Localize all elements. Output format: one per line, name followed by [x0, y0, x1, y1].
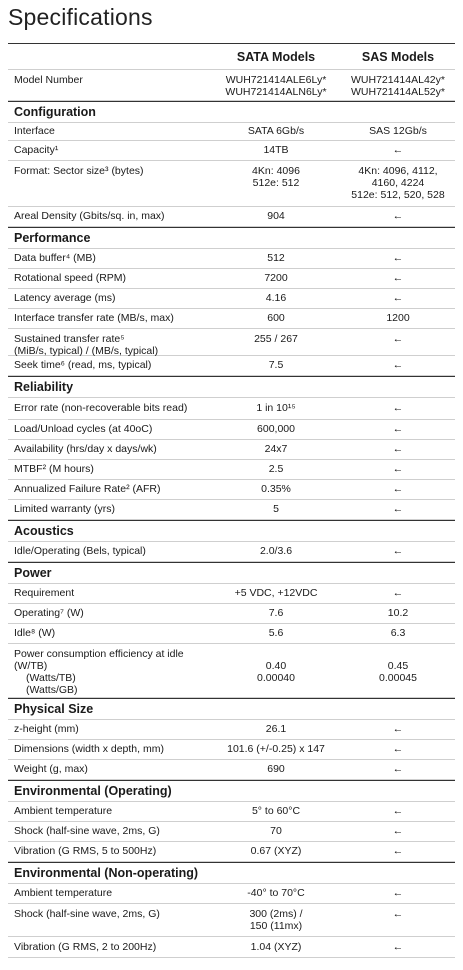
- row-label: [8, 500, 211, 519]
- label-line: Power consumption efficiency at idle (W/TB): [14, 648, 184, 673]
- value-line: ←: [392, 483, 404, 496]
- section-heading: Environmental (Operating): [8, 780, 455, 802]
- value-line: 0.35%: [261, 483, 291, 496]
- value-line: 7.5: [268, 359, 284, 372]
- sata-value: [211, 604, 341, 623]
- label-line: Model Number: [14, 74, 83, 86]
- row-label: [8, 802, 211, 821]
- row-label: [8, 309, 211, 328]
- spec-row: [8, 460, 455, 480]
- spec-row: [8, 937, 455, 958]
- sas-value: [341, 904, 455, 936]
- sata-value: [211, 269, 341, 288]
- label-line: MTBF² (M hours): [14, 463, 94, 476]
- sata-value: [211, 123, 341, 140]
- sas-value: [341, 420, 455, 439]
- spec-row: [8, 604, 455, 624]
- row-label: [8, 141, 211, 160]
- row-label: [8, 740, 211, 759]
- label-line: (MiB/s, typical) / (MB/s, typical): [14, 345, 159, 358]
- value-line: ←: [392, 252, 404, 265]
- label-line: Capacity¹: [14, 144, 59, 157]
- spec-row: [8, 740, 455, 760]
- sas-value: [341, 624, 455, 643]
- value-line: 690: [267, 763, 285, 776]
- spec-row: [8, 309, 455, 329]
- sas-value: [341, 207, 455, 226]
- row-label: [8, 542, 211, 561]
- value-line: ←: [392, 423, 404, 436]
- row-label: [8, 644, 211, 697]
- label-line: Data buffer⁴ (MB): [14, 252, 96, 265]
- value-line: ←: [392, 763, 404, 776]
- spec-row: [8, 720, 455, 740]
- label-line: Error rate (non-recoverable bits read): [14, 402, 188, 415]
- label-line: Annualized Failure Rate² (AFR): [14, 483, 161, 496]
- row-label: [8, 884, 211, 903]
- sas-value: [341, 480, 455, 499]
- section-heading: Performance: [8, 227, 455, 249]
- sata-value: [211, 542, 341, 561]
- label-line: z-height (mm): [14, 723, 79, 736]
- value-line: ←: [392, 825, 404, 838]
- sata-value: [211, 624, 341, 643]
- value-line: 0.45: [387, 660, 409, 673]
- value-line: WUH721414AL42y*: [351, 74, 445, 86]
- sata-value: [211, 720, 341, 739]
- label-line: (Watts/TB): [26, 672, 76, 685]
- row-label: [8, 398, 211, 419]
- value-line: 150 (11mx): [249, 920, 303, 933]
- value-line: ←: [392, 272, 404, 285]
- label-line: Idle⁸ (W): [14, 627, 56, 640]
- sata-value: [211, 644, 341, 697]
- row-label: [8, 604, 211, 623]
- spec-row: [8, 644, 455, 698]
- spec-row: [8, 249, 455, 269]
- sas-value: [341, 329, 455, 355]
- row-label: [8, 584, 211, 603]
- value-line: -40° to 70°C: [247, 887, 305, 900]
- label-line: Ambient temperature: [14, 805, 113, 818]
- spec-row: [8, 123, 455, 141]
- value-line: 24x7: [264, 443, 288, 456]
- value-line: 512e: 512, 520, 528: [351, 189, 445, 202]
- value-line: 2.0/3.6: [259, 545, 293, 558]
- value-line: 101.6 (+/-0.25) x 147: [227, 743, 325, 756]
- label-line: Ambient temperature: [14, 887, 113, 900]
- row-label: [8, 161, 211, 206]
- value-line: WUH721414ALE6Ly*: [225, 74, 327, 86]
- value-line: ←: [392, 463, 404, 476]
- value-line: 904: [267, 210, 285, 223]
- value-line: 512: [267, 252, 285, 265]
- label-line: Limited warranty (yrs): [14, 503, 115, 516]
- value-line: 5: [273, 503, 279, 516]
- spec-table: [8, 43, 455, 958]
- sas-value: [341, 249, 455, 268]
- label-line: Seek time⁶ (read, ms, typical): [14, 359, 152, 372]
- sas-value: [341, 822, 455, 841]
- label-line: Areal Density (Gbits/sq. in, max): [14, 210, 165, 223]
- sas-value: [341, 460, 455, 479]
- value-line: ←: [392, 292, 404, 305]
- spec-row: [8, 624, 455, 644]
- sata-value: [211, 398, 341, 419]
- spec-row: [8, 141, 455, 161]
- sata-value: [211, 760, 341, 779]
- value-line: 5.6: [268, 627, 284, 640]
- row-label: [8, 822, 211, 841]
- sas-value: [341, 542, 455, 561]
- value-line: 4160, 4224: [371, 177, 425, 190]
- value-line: +5 VDC, +12VDC: [234, 587, 318, 600]
- value-line: 1.04 (XYZ): [250, 940, 302, 953]
- row-label: [8, 842, 211, 861]
- value-line: ←: [392, 503, 404, 516]
- value-line: SAS 12Gb/s: [369, 125, 427, 138]
- row-label: [8, 123, 211, 140]
- sas-value: [341, 141, 455, 160]
- value-line: ←: [392, 940, 404, 953]
- row-label: [8, 720, 211, 739]
- header-sas-models: SAS Models: [361, 49, 435, 64]
- value-line: 0.67 (XYZ): [250, 845, 302, 858]
- label-line: Availability (hrs/day x days/wk): [14, 443, 157, 456]
- label-line: Idle/Operating (Bels, typical): [14, 545, 146, 558]
- section-heading: Reliability: [8, 376, 455, 398]
- value-line: ←: [392, 210, 404, 223]
- sata-value: [211, 207, 341, 226]
- sata-value: [211, 70, 341, 100]
- value-line: 0.40: [265, 660, 287, 673]
- sas-value: [341, 760, 455, 779]
- label-line: Interface: [14, 125, 55, 138]
- row-label: [8, 269, 211, 288]
- value-line: [211, 648, 341, 660]
- sata-value: [211, 904, 341, 936]
- sas-value: [341, 644, 455, 697]
- spec-row: [8, 440, 455, 460]
- sata-value: [211, 480, 341, 499]
- sas-value: [341, 123, 455, 140]
- sas-value: [341, 937, 455, 957]
- row-label: [8, 207, 211, 226]
- section-heading: Power: [8, 562, 455, 584]
- sata-value: [211, 460, 341, 479]
- label-line: Dimensions (width x depth, mm): [14, 743, 164, 756]
- sata-value: [211, 884, 341, 903]
- sata-value: [211, 141, 341, 160]
- value-line: 300 (2ms) /: [249, 908, 303, 920]
- spec-row: [8, 542, 455, 562]
- value-line: 1200: [386, 312, 410, 325]
- value-line: 6.3: [390, 627, 406, 640]
- spec-row: [8, 480, 455, 500]
- sata-value: [211, 802, 341, 821]
- label-line: Shock (half-sine wave, 2ms, G): [14, 825, 160, 838]
- sata-value: [211, 356, 341, 375]
- label-line: Weight (g, max): [14, 763, 88, 776]
- value-line: 14TB: [263, 144, 289, 157]
- spec-row: [8, 356, 455, 376]
- spec-row: [8, 884, 455, 904]
- value-line: 1 in 10¹⁵: [256, 402, 296, 415]
- value-line: ←: [392, 333, 404, 345]
- sata-value: [211, 329, 341, 355]
- label-line: Format: Sector size³ (bytes): [14, 165, 144, 177]
- value-line: ←: [392, 805, 404, 818]
- value-line: ←: [392, 743, 404, 756]
- sas-value: [341, 500, 455, 519]
- sata-value: [211, 249, 341, 268]
- sas-value: [341, 269, 455, 288]
- label-line: Interface transfer rate (MB/s, max): [14, 312, 174, 325]
- value-line: 7.6: [268, 607, 284, 620]
- label-line: (Watts/GB): [26, 684, 78, 697]
- spec-row: [8, 289, 455, 309]
- row-label: [8, 624, 211, 643]
- row-label: [8, 760, 211, 779]
- sas-value: [341, 289, 455, 308]
- sata-value: [211, 822, 341, 841]
- label-line: Vibration (G RMS, 2 to 200Hz): [14, 940, 157, 953]
- value-line: 26.1: [265, 723, 287, 736]
- sata-value: [211, 420, 341, 439]
- section-heading: Acoustics: [8, 520, 455, 542]
- header-sata-models: SATA Models: [236, 49, 316, 64]
- value-line: 4Kn: 4096: [252, 165, 300, 177]
- value-line: ←: [392, 723, 404, 736]
- spec-row: [8, 822, 455, 842]
- value-line: 2.5: [268, 463, 284, 476]
- value-line: 10.2: [387, 607, 409, 620]
- sas-value: [341, 70, 455, 100]
- model-number-row: [8, 70, 455, 101]
- label-line: Sustained transfer rate⁵: [14, 333, 125, 345]
- sata-value: [211, 842, 341, 861]
- row-label: [8, 329, 211, 358]
- spec-row: [8, 207, 455, 227]
- spec-row: [8, 420, 455, 440]
- label-line: Load/Unload cycles (at 40oC): [14, 423, 153, 436]
- row-label: [8, 70, 211, 100]
- sas-value: [341, 842, 455, 861]
- label-line: Shock (half-sine wave, 2ms, G): [14, 908, 160, 920]
- value-line: [341, 648, 455, 660]
- spec-row: [8, 802, 455, 822]
- spec-row: [8, 842, 455, 862]
- value-line: ←: [392, 887, 404, 900]
- sas-value: [341, 884, 455, 903]
- section-heading: Environmental (Non-operating): [8, 862, 455, 884]
- sas-value: [341, 802, 455, 821]
- sas-value: [341, 356, 455, 375]
- row-label: [8, 937, 211, 957]
- label-line: Rotational speed (RPM): [14, 272, 127, 285]
- value-line: ←: [392, 845, 404, 858]
- sas-value: [341, 740, 455, 759]
- sata-value: [211, 584, 341, 603]
- sas-value: [341, 398, 455, 419]
- value-line: 4.16: [265, 292, 287, 305]
- value-line: 70: [270, 825, 282, 838]
- row-label: [8, 904, 211, 936]
- spec-row: [8, 329, 455, 356]
- value-line: WUH721414ALN6Ly*: [225, 86, 327, 99]
- value-line: 0.00045: [379, 672, 417, 685]
- value-line: ←: [392, 908, 404, 920]
- value-line: ←: [392, 359, 404, 372]
- spec-row: [8, 500, 455, 520]
- spec-row: [8, 760, 455, 780]
- row-label: [8, 420, 211, 439]
- label-line: Requirement: [14, 587, 75, 600]
- row-label: [8, 480, 211, 499]
- section-heading: Physical Size: [8, 698, 455, 720]
- sas-value: [341, 720, 455, 739]
- sata-value: [211, 309, 341, 328]
- sas-value: [341, 440, 455, 459]
- sata-value: [211, 440, 341, 459]
- sata-value: [211, 740, 341, 759]
- value-line: 7200: [264, 272, 288, 285]
- value-line: ←: [392, 402, 404, 415]
- table-header: [8, 44, 455, 70]
- value-line: 600: [267, 312, 285, 325]
- value-line: 5° to 60°C: [251, 805, 301, 818]
- value-line: 600,000: [257, 423, 295, 436]
- label-line: Latency average (ms): [14, 292, 116, 305]
- sata-value: [211, 937, 341, 957]
- spec-row: [8, 161, 455, 207]
- value-line: ←: [392, 443, 404, 456]
- value-line: WUH721414AL52y*: [351, 86, 445, 99]
- value-line: ←: [392, 144, 404, 157]
- sata-value: [211, 500, 341, 519]
- row-label: [8, 440, 211, 459]
- value-line: ←: [392, 587, 404, 600]
- page-title: Specifications: [8, 4, 153, 30]
- spec-row: [8, 269, 455, 289]
- spec-row: [8, 398, 455, 420]
- spec-row: [8, 904, 455, 937]
- value-line: 255 / 267: [254, 333, 298, 345]
- row-label: [8, 460, 211, 479]
- section-heading: Configuration: [8, 101, 455, 123]
- value-line: 0.00040: [257, 672, 295, 685]
- value-line: 512e: 512: [252, 177, 300, 190]
- label-line: Operating⁷ (W): [14, 607, 84, 620]
- value-line: SATA 6Gb/s: [247, 125, 305, 138]
- sata-value: [211, 161, 341, 206]
- value-line: ←: [392, 545, 404, 558]
- sections-container: [8, 101, 455, 958]
- label-line: Vibration (G RMS, 5 to 500Hz): [14, 845, 157, 858]
- value-line: 4Kn: 4096, 4112,: [358, 165, 438, 177]
- row-label: [8, 289, 211, 308]
- sas-value: [341, 584, 455, 603]
- row-label: [8, 249, 211, 268]
- row-label: [8, 356, 211, 375]
- sas-value: [341, 161, 455, 206]
- spec-row: [8, 584, 455, 604]
- sata-value: [211, 289, 341, 308]
- sas-value: [341, 309, 455, 328]
- sas-value: [341, 604, 455, 623]
